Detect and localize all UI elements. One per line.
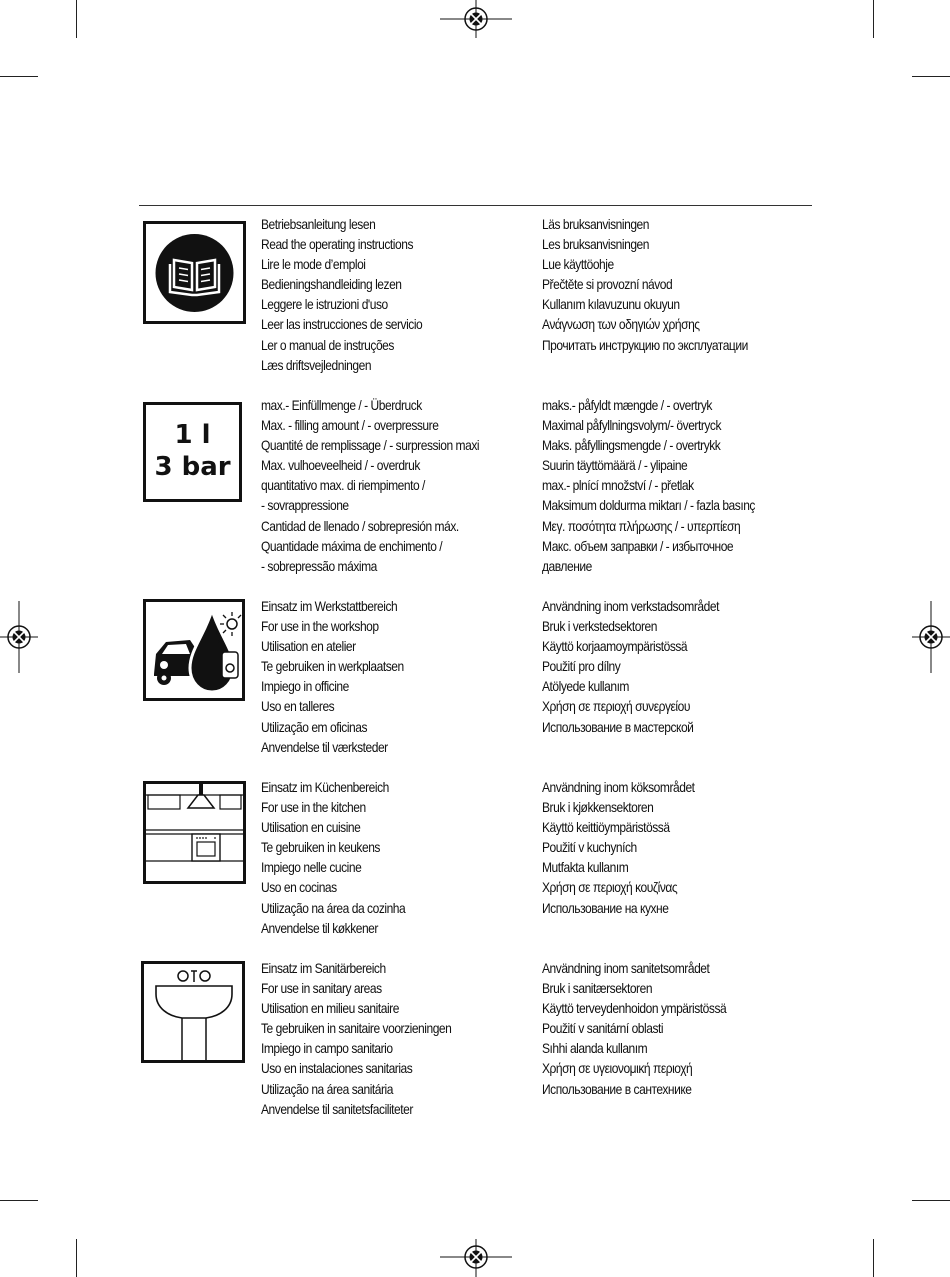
text-line: Impiego in campo sanitario	[261, 1040, 393, 1057]
text-line: max.- Einfüllmenge / - Überdruck	[261, 397, 422, 413]
text-line: Quantidade máxima de enchimento /	[261, 537, 443, 554]
section-text-right	[542, 395, 790, 576]
text-line: Utilisation en atelier	[261, 638, 356, 655]
registration-mark-icon	[440, 0, 512, 38]
crop-mark	[912, 76, 950, 77]
text-line: Te gebruiken in keukens	[261, 839, 380, 856]
registration-mark-icon	[912, 601, 950, 673]
text-line: Bruk i kjøkkensektoren	[542, 799, 654, 816]
text-line: Maximal påfyllningsvolym/- övertryck	[542, 417, 722, 434]
text-line: Использование в сантехнике	[542, 1080, 692, 1097]
text-line: Přečtěte si provozní návod	[542, 276, 673, 293]
text-line: Leer las instrucciones de servicio	[261, 316, 423, 333]
capacity-label: 1 l	[174, 420, 211, 450]
text-line: maks.- påfyldt mængde / - overtryk	[542, 397, 712, 413]
text-line: Utilização em oficinas	[261, 718, 368, 735]
section-text-left	[261, 958, 482, 1119]
text-line: Uso en talleres	[261, 698, 335, 715]
text-line: Betriebsanleitung lesen	[261, 216, 376, 232]
text-line: - sobrepressão máxima	[261, 557, 377, 574]
text-line: Läs bruksanvisningen	[542, 216, 650, 232]
registration-mark-icon	[0, 601, 38, 673]
text-line: Sıhhi alanda kullanım	[542, 1040, 648, 1057]
text-line: Anvendelse til sanitetsfaciliteter	[261, 1100, 413, 1117]
text-line: Einsatz im Küchenbereich	[261, 779, 389, 795]
crop-mark	[76, 1239, 77, 1277]
text-line: Použití pro dílny	[542, 658, 621, 675]
text-line: quantitativo max. di riempimento /	[261, 477, 425, 494]
text-line: Cantidad de llenado / sobrepresión máx.	[261, 517, 459, 534]
text-line: Käyttö keittiöympäristössä	[542, 819, 670, 836]
text-line: Mutfakta kullanım	[542, 859, 629, 876]
text-line: Utilisation en milieu sanitaire	[261, 1000, 399, 1017]
text-line: Макс. объем заправки / - избыточное	[542, 537, 734, 554]
section-text-left	[261, 596, 427, 757]
text-line: Impiego nelle cucine	[261, 859, 362, 876]
text-line: Ler o manual de instruções	[261, 336, 394, 353]
text-line: Utilização na área sanitária	[261, 1080, 393, 1097]
text-line: Användning inom köksområdet	[542, 779, 695, 795]
text-line: Použití v sanitární oblasti	[542, 1020, 664, 1037]
text-line: Lue käyttöohje	[542, 256, 614, 273]
text-line: Uso en instalaciones sanitarias	[261, 1060, 413, 1077]
crop-mark	[76, 0, 77, 38]
crop-mark	[873, 0, 874, 38]
text-line: Ανάγνωση των οδηγιών χρήσης	[542, 316, 700, 333]
text-line: Användning inom sanitetsområdet	[542, 960, 710, 976]
text-line: Μεγ. ποσότητα πλήρωσης / - υπερπίεση	[542, 517, 741, 534]
text-line: Leggere le istruzioni d'uso	[261, 296, 388, 313]
text-line: Anvendelse til værksteder	[261, 738, 388, 755]
text-line: Прочитать инструкцию по эксплуатации	[542, 336, 748, 353]
text-line: Kullanım kılavuzunu okuyun	[542, 296, 680, 313]
capacity-pressure-icon	[143, 402, 242, 502]
read-manual-icon	[143, 221, 246, 324]
text-line: max.- plnící množství / - přetlak	[542, 477, 694, 494]
crop-mark	[873, 1239, 874, 1277]
text-line: Max. - filling amount / - overpressure	[261, 417, 439, 434]
section-text-right	[542, 214, 781, 355]
text-line: Einsatz im Sanitärbereich	[261, 960, 386, 976]
text-line: Использование на кухне	[542, 899, 669, 916]
text-line: Suurin täyttömäärä / - ylipaine	[542, 457, 688, 474]
text-line: Χρήση σε περιοχή κουζίνας	[542, 879, 678, 896]
text-line: For use in the workshop	[261, 618, 379, 635]
text-line: Användning inom verkstadsområdet	[542, 598, 719, 614]
text-line: Использование в мастерской	[542, 718, 694, 735]
text-line: Käyttö terveydenhoidon ympäristössä	[542, 1000, 727, 1017]
section-text-right	[542, 958, 756, 1099]
text-line: Uso en cocinas	[261, 879, 337, 896]
text-line: давление	[542, 557, 592, 574]
crop-mark	[0, 76, 38, 77]
sanitary-icon	[141, 961, 245, 1063]
text-line: Anvendelse til køkkener	[261, 919, 378, 936]
registration-mark-icon	[440, 1239, 512, 1277]
header-rule	[139, 205, 812, 206]
text-line: For use in sanitary areas	[261, 980, 382, 997]
text-line: Read the operating instructions	[261, 236, 414, 253]
text-line: Impiego in officine	[261, 678, 349, 695]
text-line: Lire le mode d’emploi	[261, 256, 366, 273]
text-line: Bedieningshandleiding lezen	[261, 276, 402, 293]
crop-mark	[912, 1200, 950, 1201]
text-line: Käyttö korjaamoympäristössä	[542, 638, 688, 655]
text-line: Atölyede kullanım	[542, 678, 629, 695]
kitchen-icon	[143, 781, 246, 884]
section-text-left	[261, 214, 449, 375]
text-line: Použití v kuchyních	[542, 839, 637, 856]
crop-mark	[0, 1200, 38, 1201]
text-line: Bruk i verkstedsektoren	[542, 618, 657, 635]
text-line: Χρήση σε υγειονομική περιοχή	[542, 1060, 693, 1077]
section-text-left	[261, 777, 429, 938]
text-line: - sovrappressione	[261, 497, 349, 514]
pressure-label: 3 bar	[154, 452, 231, 482]
text-line: Χρήση σε περιοχή συνεργείου	[542, 698, 690, 715]
text-line: Max. vulhoeveelheid / - overdruk	[261, 457, 420, 474]
text-line: Maksimum doldurma miktarı / - fazla basınç	[542, 497, 755, 514]
text-line: Einsatz im Werkstattbereich	[261, 598, 398, 614]
text-line: Utilização na área da cozinha	[261, 899, 406, 916]
text-line: Te gebruiken in sanitaire voorzieningen	[261, 1020, 452, 1037]
section-text-left	[261, 395, 515, 576]
text-line: Læs driftsvejledningen	[261, 356, 372, 373]
text-line: Utilisation en cuisine	[261, 819, 361, 836]
section-text-right	[542, 777, 719, 918]
text-line: Maks. påfyllingsmengde / - overtrykk	[542, 437, 721, 454]
section-text-right	[542, 596, 748, 737]
text-line: For use in the kitchen	[261, 799, 366, 816]
workshop-icon	[143, 599, 245, 701]
text-line: Bruk i sanitærsektoren	[542, 980, 653, 997]
text-line: Quantité de remplissage / - surpression maxi	[261, 437, 480, 454]
text-line: Les bruksanvisningen	[542, 236, 650, 253]
text-line: Te gebruiken in werkplaatsen	[261, 658, 404, 675]
